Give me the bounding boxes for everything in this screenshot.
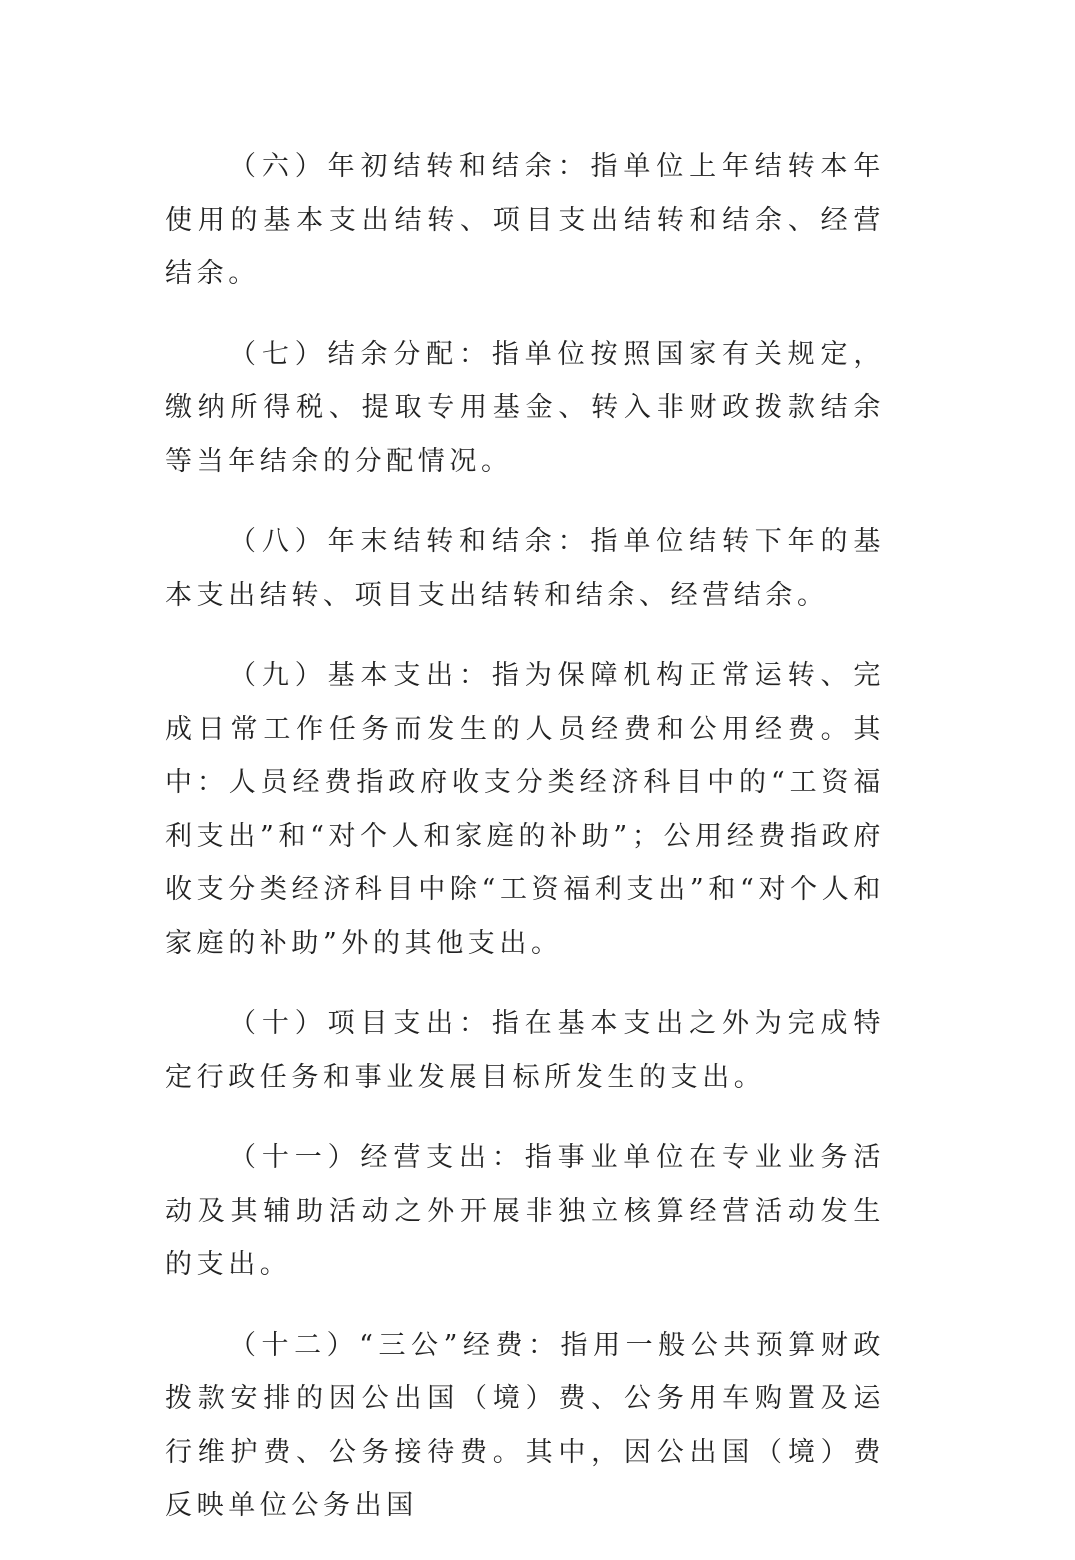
paragraph-surplus-distribution: （七）结余分配：指单位按照国家有关规定，缴纳所得税、提取专用基金、转入非财政拨款结余等当年结余的分配情况。 (165, 338, 885, 477)
paragraph-year-end-carryover: （八）年末结转和结余：指单位结转下年的基本支出结转、项目支出结转和结余、经营结余。 (165, 526, 885, 611)
paragraph-three-public-expenses: （十二）“三公”经费：指用一般公共预算财政拨款安排的因公出国（境）费、公务用车购置及运行维护费、公务接待费。其中，因公出国（境）费反映单位公务出国 (165, 1329, 885, 1521)
document-body (165, 140, 885, 1560)
paragraph-operating-expenditure: （十一）经营支出：指事业单位在专业业务活动及其辅助活动之外开展非独立核算经营活动发生的支出。 (165, 1142, 885, 1280)
paragraph-year-start-carryover: （六）年初结转和结余：指单位上年结转本年使用的基本支出结转、项目支出结转和结余、经营结余。 (165, 151, 885, 289)
paragraph-project-expenditure: （十）项目支出：指在基本支出之外为完成特定行政任务和事业发展目标所发生的支出。 (165, 1008, 885, 1093)
paragraph-basic-expenditure: （九）基本支出：指为保障机构正常运转、完成日常工作任务而发生的人员经费和公用经费。其中：人员经费指政府收支分类经济科目中的“工资福利支出”和“对个人和家庭的补助”；公用经费指政府收支分类经济科目中除“工资福利支出”和“对个人和家庭的补助”外的其他支出。 (165, 660, 885, 959)
